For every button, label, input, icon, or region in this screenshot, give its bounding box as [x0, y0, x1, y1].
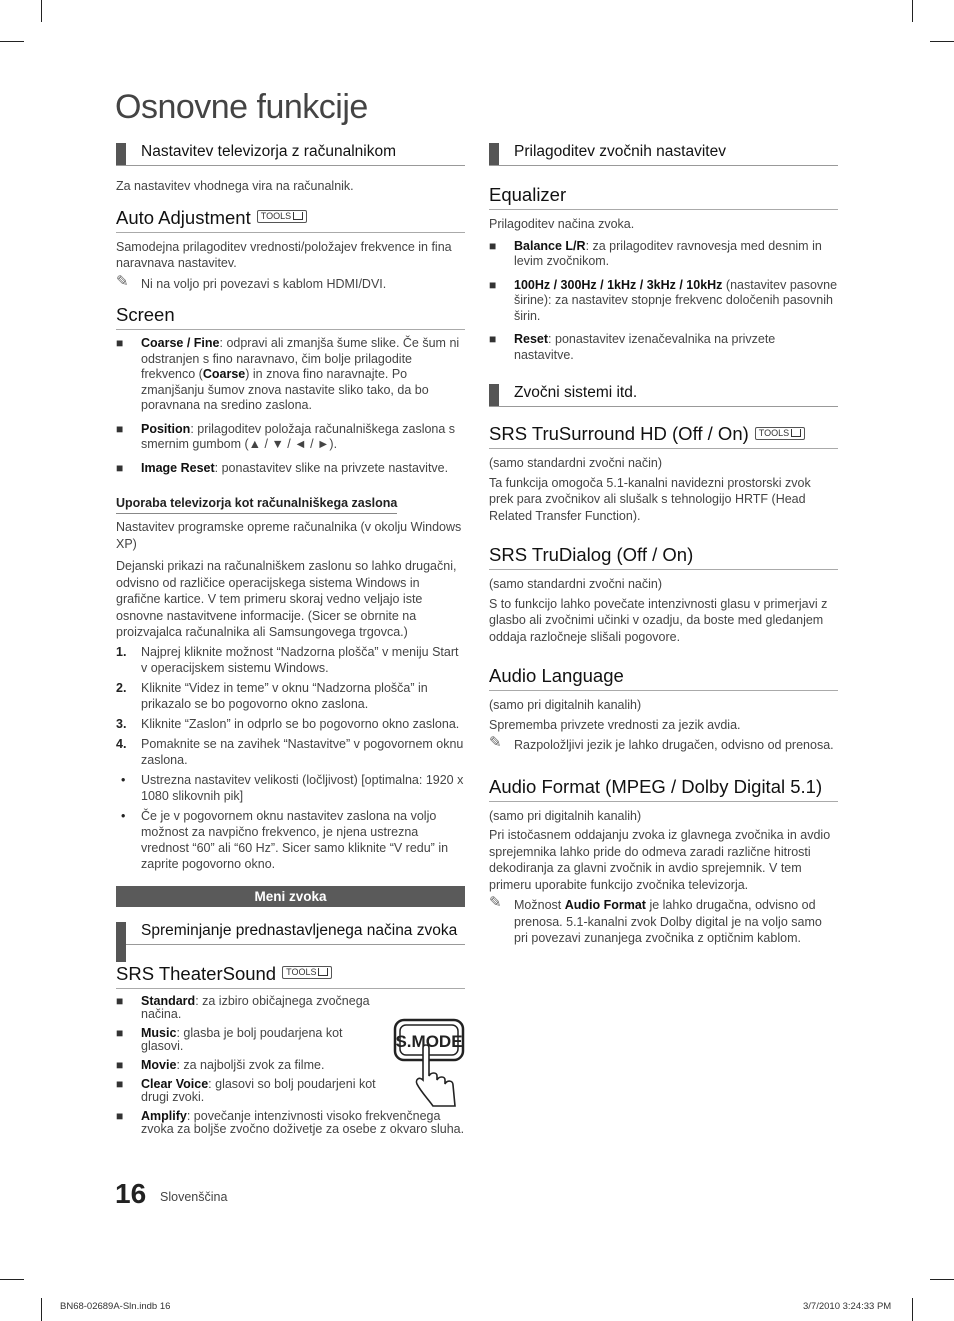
tools-icon-label: TOOLS [260, 211, 292, 222]
step-text: Najprej kliknite možnost “Nadzorna plošča” v meniju Start v operacijskem sistemu Windows. [141, 644, 459, 675]
note-text: Razpoložljivi jezik je lahko drugačen, odvisno od prenosa. [514, 738, 834, 752]
tools-icon [755, 427, 805, 440]
list-item-text: : za prilagoditev ravnovesja med desnim in levim zvočnikom. [514, 238, 822, 268]
crop-mark [41, 1298, 42, 1321]
note-item [489, 894, 838, 947]
step-text: Kliknite “Videz in teme” v oknu “Nadzorna plošča” in prikazalo se bo pogovorno okno zaslona. [141, 680, 428, 711]
section-bar-sound-menu: Meni zvoka [116, 886, 465, 907]
heading-trusurround [489, 423, 838, 449]
heading-auto-adjustment-text: Auto Adjustment [116, 206, 251, 228]
tools-icon-label: TOOLS [286, 967, 317, 978]
step-number: 3. [116, 716, 127, 731]
list-item-text: : povečanje intenzivnosti visoko frekvenčnega zvoka za boljše zvočno doživetje za osebe z okvaro sluha. [141, 1108, 465, 1136]
list-item [116, 1059, 386, 1072]
square-bullet-icon: ■ [489, 238, 497, 253]
heading-trusurround-text: SRS TruSurround HD (Off / On) [489, 423, 749, 444]
note-item [116, 272, 465, 293]
step-item [116, 716, 465, 732]
list-item-term: 100Hz / 300Hz / 1kHz / 3kHz / 10kHz [514, 277, 723, 292]
crop-mark [930, 1279, 954, 1280]
list-item [116, 336, 465, 414]
list-item-term: Standard [141, 993, 196, 1008]
list-item-text: (nastavitev pasovne širine): za nastavitev stopnje frekvenc določenih pasovnih širin. [514, 277, 838, 323]
dot-item-text: Če je v pogovornem oknu nastavitev zaslona na voljo možnost za navpično frekvenco, je njena ustrezna vrednost “60” ali “60 Hz”. Sicer samo kliknite “V redu” in zaprite pogovorno okno. [141, 808, 449, 871]
square-bullet-icon: ■ [116, 1076, 124, 1091]
audio-language-text: Sprememba privzete vrednosti za jezik avdia. [489, 717, 741, 732]
heading-equalizer: Equalizer [489, 184, 838, 210]
list-item-term: Coarse / Fine [141, 336, 220, 350]
square-bullet-icon: ■ [116, 336, 124, 350]
left-column [116, 138, 465, 1142]
auto-adjustment-text: Samodejna prilagoditev vrednosti/položajev frekvence in fina naravnava nastavitev. [116, 239, 452, 270]
heading-auto-adjustment [116, 207, 465, 233]
page-number: 16 [115, 1178, 147, 1209]
right-column [489, 138, 838, 951]
step-item [116, 736, 465, 768]
step-number: 4. [116, 736, 127, 751]
list-item [489, 239, 838, 270]
square-bullet-icon: ■ [116, 460, 124, 475]
list-item-term: Balance L/R [514, 238, 586, 253]
step-text: Pomaknite se na zavihek “Nastavitve” v pogovornem oknu zaslona. [141, 736, 464, 767]
paragraph: Nastavitev programske opreme računalnika (v okolju Windows XP) [116, 520, 462, 551]
step-number: 2. [116, 680, 127, 695]
square-bullet-icon: ■ [116, 421, 124, 436]
list-item-text: : za izbiro običajnega zvočnega načina. [141, 993, 370, 1021]
trusurround-text: Ta funkcija omogoča 5.1-kanalni navidezni prostorski zvok prek para zvočnikov ali slušalk s tehnologijo HRTF (Head Related Transfer Function). [489, 475, 811, 523]
dot-item [116, 772, 465, 804]
square-bullet-icon: ■ [489, 332, 497, 346]
equalizer-text: Prilagoditev načina zvoka. [489, 217, 635, 231]
step-text: Kliknite “Zaslon” in odprlo se bo pogovorno okno zaslona. [141, 716, 460, 731]
list-item-text: : ponastavitev izenačevalnika na privzete nastavitve. [514, 332, 776, 362]
list-item-text: : ponastavitev slike na privzete nastavitve. [214, 460, 449, 475]
list-item-term: Music [141, 1025, 177, 1040]
footer-file-info: BN68-02689A-Sln.indb 16 [60, 1301, 171, 1312]
smode-label: S.MODE [395, 1032, 463, 1051]
step-item [116, 644, 465, 676]
note-text: Ni na voljo pri povezavi s kablom HDMI/DVI. [141, 276, 387, 291]
note-text: Možnost [514, 898, 565, 912]
list-item-text: ) in znova fino naravnajte. Po zmanjšanju šumov znova nastavite sliko tako, da bo poravnana na sredino zaslona. [141, 367, 429, 412]
list-item-text: : za najboljši zvok za filme. [176, 1057, 325, 1072]
square-bullet-icon: ■ [116, 1057, 124, 1072]
section-header-sound-systems: Zvočni sistemi itd. [489, 381, 838, 407]
list-item-term: Image Reset [141, 460, 215, 475]
trudialog-note: (samo standardni zvočni način) [489, 577, 662, 591]
heading-trudialog: SRS TruDialog (Off / On) [489, 544, 838, 570]
list-item [116, 1110, 465, 1136]
subheading-pc-monitor: Uporaba televizorja kot računalniškega zaslona [116, 496, 397, 514]
crop-mark [0, 41, 24, 42]
smode-button-hand-icon [393, 1018, 467, 1113]
list-item [116, 995, 386, 1021]
list-item-term: Amplify [141, 1108, 187, 1123]
list-item [116, 461, 465, 477]
note-pencil-icon: ✎ [489, 734, 502, 751]
list-item [489, 332, 838, 363]
trusurround-note: (samo standardni zvočni način) [489, 456, 662, 470]
trudialog-text: S to funkcijo lahko povečate intenzivnosti glasu v primerjavi z glasbo ali zvočnimi učinki v ozadju, da boste med gledanjem oddaja razločneje slišali pogovore. [489, 596, 828, 644]
audio-format-text: Pri istočasnem oddajanju zvoka iz glavnega zvočnika in avdio sprejemnika lahko pride do odmeva zaradi različne hitrosti dekodiranja za glavni zvočnik in avdio sprejemnik. V tem primeru uporabite funkcijo zvočnika televizorja. [489, 828, 831, 892]
square-bullet-icon: ■ [116, 1108, 124, 1123]
tools-icon-label: TOOLS [758, 427, 790, 438]
heading-screen: Screen [116, 304, 465, 330]
crop-mark [0, 1279, 24, 1280]
dot-bullet-icon: • [121, 772, 126, 787]
list-item-term: Movie [141, 1057, 177, 1072]
audio-format-note: (samo pri digitalnih kanalih) [489, 808, 642, 823]
pc-setup-text: Za nastavitev vhodnega vira na računalnik. [116, 179, 354, 193]
heading-srs-theatersound [116, 963, 465, 989]
list-item-term: Coarse [202, 367, 246, 381]
list-item [116, 1078, 386, 1104]
list-item-text: : glasba je bolj poudarjena kot glasovi. [141, 1025, 343, 1053]
page-language: Slovenščina [160, 1190, 228, 1204]
note-text: je lahko drugačna, odvisno od prenosa. 5.1-kanalni zvok Dolby digital je na voljo samo pri povezavi zunanjega zvočnika z optičnim kablom. [514, 898, 822, 945]
note-pencil-icon: ✎ [489, 894, 502, 911]
step-item [116, 680, 465, 712]
list-item-text: : glasovi so bolj poudarjeni kot drugi zvoki. [141, 1076, 376, 1104]
crop-mark [912, 1298, 913, 1321]
section-header-sound-mode: Spreminjanje prednastavljenega načina zvoka [116, 919, 465, 945]
list-item-term: Reset [514, 332, 549, 346]
tools-icon [282, 966, 332, 979]
square-bullet-icon: ■ [489, 277, 497, 292]
note-item [489, 734, 838, 754]
audio-language-note: (samo pri digitalnih kanalih) [489, 698, 642, 712]
list-item-text: : prilagoditev položaja računalniškega zaslona s smernim gumbom (▲ / ▼ / ◄ / ►). [141, 421, 456, 451]
tools-icon [257, 210, 307, 223]
crop-mark [912, 0, 913, 22]
page-title: Osnovne funkcije [115, 88, 368, 126]
dot-item [116, 808, 465, 872]
list-item [116, 422, 465, 453]
section-header-pc-setup: Nastavitev televizorja z računalnikom [116, 140, 465, 166]
footer-date: 3/7/2010 3:24:33 PM [803, 1301, 892, 1312]
crop-mark [930, 41, 954, 42]
paragraph: Dejanski prikazi na računalniškem zaslonu so lahko drugačni, odvisno od različice operacijskega sistema Windows in grafične kartice. V tem primeru skoraj vedno veljajo iste osnovne nastavitvene informacije. (Sicer se obrnite na proizvajalca računalnika ali Samsungovega trgovca.) [116, 559, 457, 639]
section-header-sound-settings: Prilagoditev zvočnih nastavitev [489, 140, 838, 166]
heading-srs-theatersound-text: SRS TheaterSound [116, 962, 277, 984]
step-number: 1. [116, 644, 127, 659]
list-item [116, 1027, 386, 1053]
list-item-term: Position [141, 421, 191, 436]
list-item-term: Clear Voice [141, 1076, 209, 1091]
dot-item-text: Ustrezna nastavitev velikosti (ločljivost) [optimalna: 1920 x 1080 slikovnih pik] [141, 772, 464, 803]
list-item-text: : odpravi ali zmanjša šume slike. Če šum ni odstranjen s fino naravnavo, čim bolje prilagodite frekvenco ( [141, 336, 460, 381]
heading-audio-language: Audio Language [489, 665, 838, 691]
heading-audio-format: Audio Format (MPEG / Dolby Digital 5.1) [489, 776, 838, 802]
dot-bullet-icon: • [121, 808, 126, 823]
list-item [489, 278, 838, 325]
note-term: Audio Format [564, 898, 646, 912]
square-bullet-icon: ■ [116, 993, 124, 1008]
square-bullet-icon: ■ [116, 1025, 124, 1040]
crop-mark [41, 0, 42, 22]
note-pencil-icon: ✎ [116, 272, 129, 290]
